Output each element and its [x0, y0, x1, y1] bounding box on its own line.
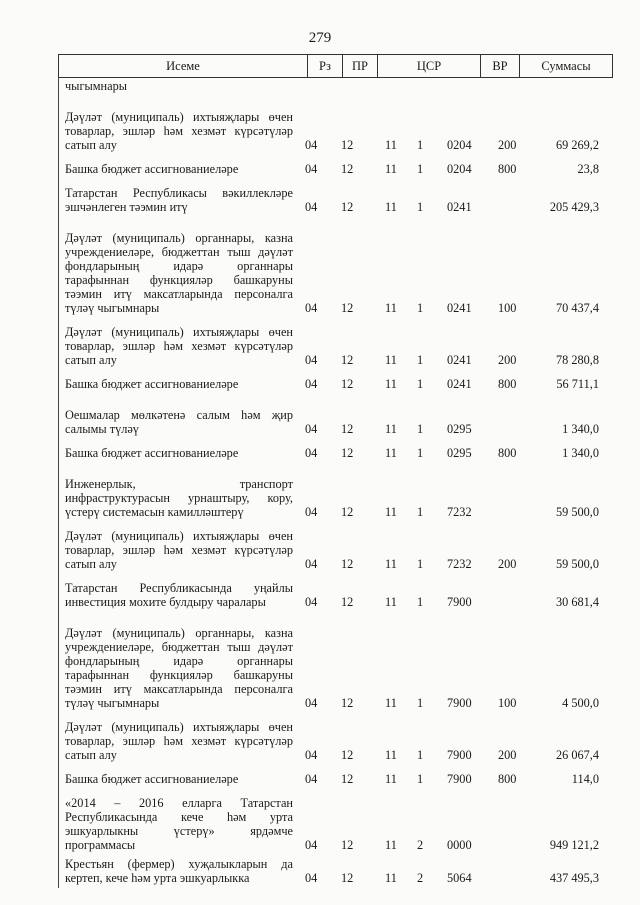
row-sum: 4 500,0 [562, 696, 599, 710]
row-vr [498, 885, 536, 888]
table-row [59, 770, 609, 789]
row-csr-2: 1 [417, 696, 424, 710]
row-vr: 100 [498, 696, 517, 710]
row-pr: 12 [341, 696, 354, 710]
row-csr-1: 11 [385, 696, 397, 710]
table-row [59, 229, 609, 318]
row-csr-1: 11 [385, 422, 397, 436]
row-csr-3: 7900 [447, 772, 472, 786]
row-csr-2: 2 [417, 871, 424, 885]
row-csr-2: 1 [417, 505, 424, 519]
row-csr-3 [435, 93, 498, 96]
row-rz: 04 [305, 301, 318, 315]
row-csr-2: 1 [417, 595, 424, 609]
col-header-sum: Суммасы [520, 55, 613, 78]
row-rz: 04 [305, 446, 318, 460]
table-row [59, 323, 609, 370]
row-vr: 800 [498, 377, 517, 391]
row-pr: 12 [341, 871, 354, 885]
row-sum: 1 340,0 [562, 446, 599, 460]
row-csr-2: 1 [417, 200, 424, 214]
row-name: Дәүләт (муниципаль) органнары, казна учреждениеләре, бюджеттан тыш дәүләт фондларының идарә органнары тарафыннан функцияләр башкаруны тәэмин итү максатларында персоналга түләү чыгымнары [65, 231, 293, 315]
table-row [59, 624, 609, 713]
row-rz [299, 93, 335, 96]
row-name: Башка бюджет ассигнованиеләре [65, 377, 239, 391]
row-csr-1: 11 [385, 557, 397, 571]
row-pr: 12 [341, 595, 354, 609]
row-rz: 04 [305, 505, 318, 519]
row-pr: 12 [341, 446, 354, 460]
row-csr-3: 7232 [447, 557, 472, 571]
row-csr-3: 0295 [447, 446, 472, 460]
row-name: Башка бюджет ассигнованиеләре [65, 446, 239, 460]
row-csr-3: 0241 [447, 301, 472, 315]
row-rz: 04 [305, 138, 318, 152]
table-row [59, 718, 609, 765]
row-pr: 12 [341, 353, 354, 367]
col-header-csr: ЦСР [378, 55, 481, 78]
table-row [59, 444, 609, 463]
row-rz: 04 [305, 748, 318, 762]
row-csr-3: 0295 [447, 422, 472, 436]
row-pr: 12 [341, 200, 354, 214]
row-sum: 114,0 [571, 772, 599, 786]
row-sum: 30 681,4 [555, 595, 599, 609]
row-csr-1: 11 [385, 353, 397, 367]
row-pr: 12 [341, 748, 354, 762]
row-sum: 26 067,4 [555, 748, 599, 762]
row-name: Дәүләт (муниципаль) ихтыяҗлары өчен товарлар, эшләр һәм хезмәт күрсәтүләр сатып алу [65, 110, 293, 152]
row-sum: 949 121,2 [549, 838, 599, 852]
row-name: Дәүләт (муниципаль) ихтыяҗлары өчен товарлар, эшләр һәм хезмәт күрсәтүләр сатып алу [65, 720, 293, 762]
row-name: Крестьян (фермер) хуҗалыкларын да кертеп, кече һәм урта эшкуарлыкка [65, 857, 293, 885]
row-csr-2: 1 [417, 557, 424, 571]
row-csr-3: 0241 [447, 353, 472, 367]
col-header-name: Исеме [59, 55, 308, 78]
row-name: «2014 – 2016 елларга Татарстан Республикасында кече һәм урта эшкуарлыкны үстерү» ярдәмче программасы [65, 796, 293, 852]
row-csr-2 [417, 93, 435, 96]
row-csr-1: 11 [385, 595, 397, 609]
row-sum: 437 495,3 [549, 871, 599, 885]
row-pr: 12 [341, 301, 354, 315]
row-csr-2: 2 [417, 838, 424, 852]
row-vr [498, 609, 536, 612]
row-rz: 04 [305, 162, 318, 176]
row-csr-1: 11 [385, 301, 397, 315]
row-pr: 12 [341, 422, 354, 436]
row-csr-1: 11 [385, 772, 397, 786]
row-sum: 23,8 [577, 162, 599, 176]
table-row [59, 375, 609, 394]
row-pr: 12 [341, 557, 354, 571]
row-rz: 04 [305, 353, 318, 367]
row-rz: 04 [305, 595, 318, 609]
row-pr: 12 [341, 505, 354, 519]
table-row [59, 527, 609, 574]
row-csr-1: 11 [385, 200, 397, 214]
row-csr-3: 0204 [447, 138, 472, 152]
row-vr: 100 [498, 301, 517, 315]
row-vr [498, 852, 536, 855]
row-pr [335, 93, 374, 96]
row-vr: 200 [498, 748, 517, 762]
row-rz: 04 [305, 422, 318, 436]
row-pr: 12 [341, 772, 354, 786]
row-vr: 200 [498, 557, 517, 571]
row-pr: 12 [341, 838, 354, 852]
row-vr: 800 [498, 772, 517, 786]
row-name: Татарстан Республикасында уңайлы инвестиция мохите булдыру чаралары [65, 581, 293, 609]
row-csr-2: 1 [417, 353, 424, 367]
row-sum [536, 93, 609, 96]
row-name: Башка бюджет ассигнованиеләре [65, 772, 239, 786]
row-csr-3: 5064 [447, 871, 472, 885]
row-vr: 800 [498, 162, 517, 176]
row-name: Башка бюджет ассигнованиеләре [65, 162, 239, 176]
table-row [59, 855, 609, 888]
table-row [59, 579, 609, 612]
row-vr [498, 436, 536, 439]
row-csr-3: 7232 [447, 505, 472, 519]
row-csr-2: 1 [417, 162, 424, 176]
row-sum: 1 340,0 [562, 422, 599, 436]
row-csr-3: 0000 [447, 838, 472, 852]
row-rz: 04 [305, 838, 318, 852]
row-csr-3: 0241 [447, 200, 472, 214]
row-csr-2: 1 [417, 772, 424, 786]
table-body [58, 77, 609, 888]
row-pr: 12 [341, 377, 354, 391]
col-header-pr: ПР [343, 55, 378, 78]
table-row [59, 77, 609, 96]
row-csr-2: 1 [417, 422, 424, 436]
row-rz: 04 [305, 772, 318, 786]
row-csr-1: 11 [385, 871, 397, 885]
row-sum: 70 437,4 [555, 301, 599, 315]
table-row [59, 794, 609, 855]
row-csr-2: 1 [417, 301, 424, 315]
row-csr-2: 1 [417, 377, 424, 391]
row-csr-1: 11 [385, 138, 397, 152]
row-csr-1 [374, 93, 417, 96]
row-vr [498, 519, 536, 522]
row-csr-1: 11 [385, 162, 397, 176]
row-name: Дәүләт (муниципаль) органнары, казна учреждениеләре, бюджеттан тыш дәүләт фондларының идарә органнары тарафыннан функцияләр башкаруны тәэмин итү максатларында персоналга түләү чыгымнары [65, 626, 293, 710]
row-rz: 04 [305, 200, 318, 214]
row-csr-1: 11 [385, 838, 397, 852]
page-number: 279 [308, 30, 332, 46]
row-sum: 205 429,3 [549, 200, 599, 214]
row-vr [498, 93, 536, 96]
row-pr: 12 [341, 162, 354, 176]
row-pr: 12 [341, 138, 354, 152]
table-header [58, 54, 613, 78]
row-csr-3: 7900 [447, 748, 472, 762]
row-sum: 59 500,0 [555, 557, 599, 571]
row-name: чыгымнары [65, 79, 127, 93]
row-csr-3: 0241 [447, 377, 472, 391]
row-rz: 04 [305, 377, 318, 391]
col-header-vr: ВР [481, 55, 520, 78]
table-row [59, 184, 609, 217]
row-csr-1: 11 [385, 446, 397, 460]
row-sum: 56 711,1 [556, 377, 599, 391]
row-rz: 04 [305, 696, 318, 710]
row-csr-2: 1 [417, 446, 424, 460]
row-sum: 69 269,2 [555, 138, 599, 152]
row-csr-3: 0204 [447, 162, 472, 176]
row-name: Дәүләт (муниципаль) ихтыяҗлары өчен товарлар, эшләр һәм хезмәт күрсәтүләр сатып алу [65, 529, 293, 571]
row-name: Татарстан Республикасы вәкиллекләре эшчәнлеген тәэмин итү [65, 186, 293, 214]
table-row [59, 406, 609, 439]
row-csr-3: 7900 [447, 595, 472, 609]
table-row [59, 108, 609, 155]
row-rz: 04 [305, 871, 318, 885]
row-csr-1: 11 [385, 377, 397, 391]
row-csr-1: 11 [385, 505, 397, 519]
table-row [59, 160, 609, 179]
row-csr-2: 1 [417, 748, 424, 762]
row-vr [498, 214, 536, 217]
row-sum: 78 280,8 [555, 353, 599, 367]
row-csr-1: 11 [385, 748, 397, 762]
row-vr: 200 [498, 138, 517, 152]
table-row [59, 475, 609, 522]
row-rz: 04 [305, 557, 318, 571]
row-vr: 800 [498, 446, 517, 460]
row-name: Инженерлык, транспорт инфраструктурасын урнаштыру, кору, үстерү системасын камилләштерү [65, 477, 293, 519]
row-sum: 59 500,0 [555, 505, 599, 519]
row-name: Оешмалар мөлкәтенә салым һәм җир салымы түләү [65, 408, 293, 436]
col-header-rz: Рз [308, 55, 343, 78]
row-csr-2: 1 [417, 138, 424, 152]
row-csr-3: 7900 [447, 696, 472, 710]
row-vr: 200 [498, 353, 517, 367]
row-name: Дәүләт (муниципаль) ихтыяҗлары өчен товарлар, эшләр һәм хезмәт күрсәтүләр сатып алу [65, 325, 293, 367]
